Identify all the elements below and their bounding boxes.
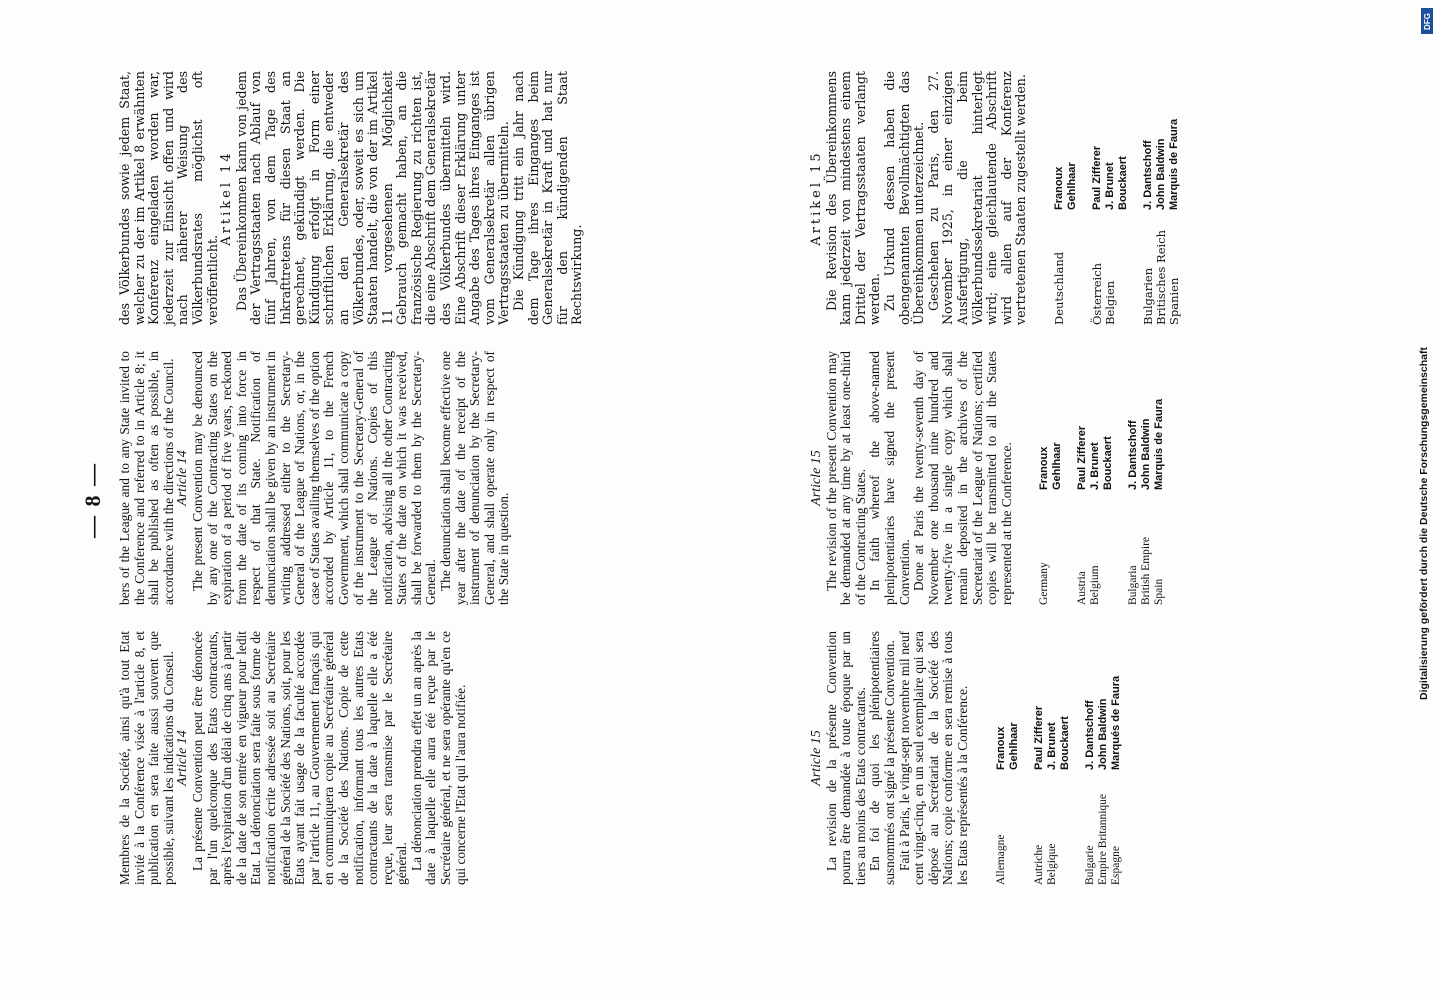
german-article-15 <box>810 71 1181 325</box>
signatory-row <box>1046 631 1072 885</box>
signatory-country: Bulgarie <box>1083 845 1096 885</box>
english-article-15-para-3: Done at Paris the twenty-seventh day of November one thousand nine hundred and twenty-five in a single copy which shall remain deposited in the archives of the Secretariat of the League of Nations; certified copies will be transmitted to all the States represented at the Conference. <box>911 351 1014 605</box>
signatory-country: Allemagne <box>994 834 1007 885</box>
signatory-country: Autriche <box>1032 844 1045 885</box>
signatory-row <box>1140 351 1153 605</box>
english-signatories <box>1038 351 1166 605</box>
signatory-row <box>1142 71 1155 325</box>
article-15-band <box>810 70 1181 885</box>
french-article-14-heading: Article 14 <box>175 730 191 786</box>
signatory-country: Germany <box>1038 562 1051 605</box>
signatory-country: Empire Britannique <box>1096 793 1109 885</box>
signatory-row <box>995 631 1021 885</box>
signatory-name: Marquis de Faura <box>1153 398 1166 490</box>
english-article-15 <box>810 351 1181 605</box>
signatory-name: J. Brunet <box>1045 722 1058 770</box>
signatory-country: Spanien <box>1166 277 1181 325</box>
german-signatories <box>1053 71 1181 325</box>
english-article-14-para-2: The denunciation shall become effective one year after the date of the receipt of the instrument of denunciation by the Secretary-General, and shall operate only in respect of the State in question. <box>438 351 512 605</box>
german-article-14-heading: Artikel 14 <box>219 150 235 246</box>
signatory-country: Bulgarien <box>1140 267 1155 325</box>
signatory-names <box>1046 716 1072 770</box>
signatory-name: John Baldwin <box>1154 138 1167 210</box>
signatory-name: Bouckaert <box>1058 716 1071 770</box>
french-article-14-para-1: La présente Convention peut être dénoncée par l'un quelconque des Etats contractants, après l'expiration d'un délai de cinq ans à partir de la date de son entrée en vigueur pour ledit Etat. La dénonciation sera faite sous forme de notification écrite adressée soit au Secrétaire général de la Société des Nations, soit, pour les Etats ayant fait usage de la faculté accordée par l'article 11, au Gouvernement français qui en communiquera copie au Secrétaire général de la Société des Nations. Copie de cette notification, informant tous les autres Etats contractants de la date à laquelle elle a été reçue, leur sera transmise par le Secrétaire général. <box>189 631 410 885</box>
signatory-row <box>1097 631 1110 885</box>
german-article-14-para-2: Die Kündigung tritt ein Jahr nach dem Tage ihres Einganges beim Generalsekretär in Kraft und hat nur für den kündigenden Staat Rechtswirkung. <box>511 71 585 325</box>
french-signatories <box>995 631 1123 885</box>
signatory-names <box>1104 156 1130 210</box>
signatory-name: J. Brunet <box>1089 442 1102 490</box>
signatory-name: Bouckaert <box>1116 156 1129 210</box>
signatory-name: Franoux <box>1038 446 1051 490</box>
signatory-name: J. Dantschoff <box>1127 420 1140 490</box>
signatory-name: John Baldwin <box>1096 698 1109 770</box>
signatory-name: Gehlhaar <box>1051 442 1064 490</box>
signatory-row <box>1168 71 1181 325</box>
signatory-row <box>1153 351 1166 605</box>
signatory-name: Bouckaert <box>1102 436 1115 490</box>
french-article-15-para-1: La revision de la présente Convention pourra être demandée à toute époque par un tiers au moins des Etats contractants. <box>823 631 868 885</box>
signatory-name: Fraпoux <box>994 726 1007 770</box>
signatory-row <box>1038 351 1064 605</box>
signatory-name: J. Dantschoff <box>1141 140 1154 210</box>
signatory-name: J. Brunet <box>1103 162 1116 210</box>
signatory-row <box>1076 351 1089 605</box>
signatory-names <box>1053 162 1079 210</box>
signatory-row <box>1084 631 1097 885</box>
french-column <box>118 631 585 885</box>
signatory-row <box>1127 351 1140 605</box>
signatory-name: Gehlhaar <box>1007 722 1020 770</box>
signatory-name: John Baldwin <box>1140 418 1153 490</box>
signatory-country: Austria <box>1076 571 1089 605</box>
german-column <box>118 71 585 325</box>
german-article-14-para-1: Das Übereinkommen kann von jedem der Vertragsstaaten nach Ablauf von fünf Jahren, von dem Tage des Inkrafttretens für diesen Staat an gerechnet, gekündigt werden. Die Kündigung erfolgt in Form einer schriftlichen Erklärung, die entweder an den Generalsekretär des Völkerbundes, oder, soweit es sich um Staaten handelt, die von der im Artikel 11 vorgesehenen Möglichkeit Gebrauch gemacht haben, an die französische Regierung zu richten ist, die eine Abschrift dem Generalsekretär des Völkerbundes übermitteln wird. Eine Abschrift dieser Erklärung unter Angabe des Tages ihres Einganges ist vom Generalsekretär allen übrigen Vertragsstaaten zu übermitteln. <box>233 71 512 325</box>
signatory-row <box>1033 631 1046 885</box>
article-14-band <box>118 70 585 885</box>
signatory-row <box>1104 71 1130 325</box>
signatory-name: Paul Zifferer <box>1090 145 1103 210</box>
signatory-row <box>1110 631 1123 885</box>
funding-credit: Digitalisierung gefördert durch die Deutsche Forschungsgemeinschaft <box>1418 347 1430 700</box>
signatory-names <box>995 722 1021 770</box>
signatory-row <box>1155 71 1168 325</box>
french-article-15 <box>810 631 1181 885</box>
signatory-country: Belgien <box>1102 280 1117 325</box>
english-article-15-para-1: The revision of the present Convention may be demanded at any time by at least one-third of the Contracting States. <box>823 351 868 605</box>
english-article-15-para-2: In faith whereof the above-named plenipotentiaries have signed the present Convention. <box>867 351 912 605</box>
french-article-15-para-2: En foi de quoi les plénipotentiaires susnommés ont signé la présente Convention. <box>867 631 897 885</box>
signatory-name: Paul Zifferer <box>1032 705 1045 770</box>
german-article-15-heading: Artikel 15 <box>809 150 824 246</box>
signatory-name: Gehlhaar <box>1065 162 1078 210</box>
dfg-logo-text: DFG <box>1422 12 1432 30</box>
signatory-country: Deutschland <box>1051 251 1066 325</box>
signatory-name: Marqués de Faura <box>1109 675 1122 770</box>
german-intro: des Völkerbundes sowie jedem Staat, welcher zu der im Artikel 8 erwähnten Konferenz eingeladen worden war, jederzeit zur Einsicht offen und wird nach näherer Weisung des Völkerbundsrates möglichst oft veröffentlicht. <box>117 71 220 325</box>
signatory-country: Belgique <box>1045 843 1058 885</box>
credit-strip <box>1414 0 1434 1000</box>
signatory-country: Spain <box>1153 578 1166 605</box>
signatory-row <box>1053 71 1079 325</box>
german-article-15-para-2: Zu Urkund dessen haben die obengenannten Bevollmächtigten das Übereinkommen unterzeichnet. <box>881 71 927 325</box>
french-article-15-heading: Article 15 <box>809 730 824 786</box>
signatory-country: Espagne <box>1109 846 1122 885</box>
french-intro: Membres de la Société, ainsi qu'à tout Etat invité à la Conférence visée à l'article 8, et publication en sera faite aussi souvent que possible, suivant les indications du Conseil. <box>117 631 176 885</box>
signatory-country: Bulgaria <box>1127 565 1140 605</box>
english-intro: bers of the League and to any State invited to the Conference and referred to in Article 8; it shall be published as often as possible, in accordance with the directions of the Council. <box>117 351 176 605</box>
signatory-name: Marquis de Faura <box>1167 118 1180 210</box>
signatory-row <box>1091 71 1104 325</box>
german-article-15-para-3: Geschehen zu Paris, den 27. November 1925, in einer einzigen Ausfertigung, die beim Völkerbundssekretariat hinterlegt wird; eine gleichlautende Abschrift wird allen auf der Konferenz vertretenen Staaten zugestellt werden. <box>925 71 1029 325</box>
signatory-name: Franoux <box>1052 166 1065 210</box>
signatory-names <box>1038 442 1064 490</box>
signatory-name: J. Dantschoff <box>1083 700 1096 770</box>
signatory-row <box>1089 351 1115 605</box>
signatory-name: Paul Zifferer <box>1076 425 1089 490</box>
english-article-15-heading: Article 15 <box>809 450 824 506</box>
english-article-14-heading: Article 14 <box>175 450 191 506</box>
english-column <box>118 351 585 605</box>
german-article-15-para-1: Die Revision des Übereinkommens kann jederzeit von mindestens einem Drittel der Vertragsstaaten verlangt werden. <box>823 71 883 325</box>
page-number: — 8 — <box>80 462 105 538</box>
signatory-country: Österreich <box>1089 262 1104 325</box>
signatory-country: Britisches Reich <box>1153 229 1168 325</box>
signatory-names <box>1089 436 1115 490</box>
french-article-14-para-2: La dénonciation prendra effet un an après la date à laquelle elle aura été reçue par le Secrétaire général, et ne sera opérante qu'en ce qui concerne l'Etat qui l'aura notifiée. <box>408 631 468 885</box>
signatory-country: British Empire <box>1140 536 1153 605</box>
french-article-15-para-3: Fait à Paris, le vingt-sept novembre mil neuf cent vingt-cinq, en un seul exemplaire qui sera déposé au Secrétariat de la Société des Nations; copie conforme en sera remise à tous les Etats représentés à la Conférence. <box>896 631 970 885</box>
signatory-country: Belgium <box>1089 565 1102 605</box>
english-article-14-para-1: The present Convention may be denounced by any one of the Contracting States on the expiration of a period of five years, reckoned from the date of its coming into force in respect of that State. Notification of denunciation shall be given by an instrument in writing addressed either to the Secretary-General of the League of Nations, or, in the case of States availing themselves of the option accorded by Article 11, to the French Government, which shall communicate a copy of the instrument to the Secretary-General of the League of Nations. Copies of this notification, advising all the other Contracting States of the date on which it was received, shall be forwarded to them by the Secretary-General. <box>189 351 439 605</box>
